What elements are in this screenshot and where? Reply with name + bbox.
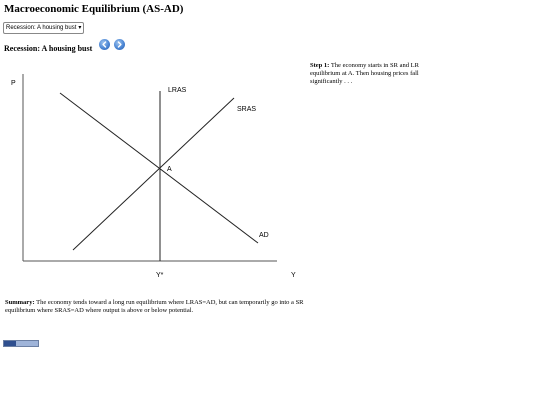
x-axis-label: Y [291,272,296,279]
ad-curve [60,93,258,243]
step-description [310,62,430,86]
back-arrow-icon [101,41,108,48]
step-text: The economy starts in SR and LR equilibrium at A. Then housing prices fall significantly . . . [310,62,419,85]
next-step-button[interactable] [114,39,125,50]
summary-label: Summary: [5,299,35,306]
step-label: Step 1: [310,62,330,69]
chevron-down-icon: ▾ [78,25,82,31]
y-axis-label: P [11,80,16,87]
equilibrium-point-label: A [167,166,172,173]
scenario-select[interactable] [3,22,84,34]
summary [5,299,310,315]
potential-output-label: Y* [156,272,164,279]
as-ad-diagram [0,70,310,285]
lras-label: LRAS [168,87,187,94]
ad-label: AD [259,232,269,239]
badge-icon[interactable] [3,340,39,347]
page-title: Macroeconomic Equilibrium (AS-AD) [4,3,184,15]
forward-arrow-icon [116,41,123,48]
sras-label: SRAS [237,106,257,113]
previous-step-button[interactable] [99,39,110,50]
scenario-select-value: Recession: A housing bust [6,25,77,31]
summary-text: The economy tends toward a long run equilibrium where LRAS=AD, but can temporarily go into a SR equilibrium where SRAS=AD where output is above or below potential. [5,299,304,314]
scenario-title: Recession: A housing bust [4,44,93,53]
